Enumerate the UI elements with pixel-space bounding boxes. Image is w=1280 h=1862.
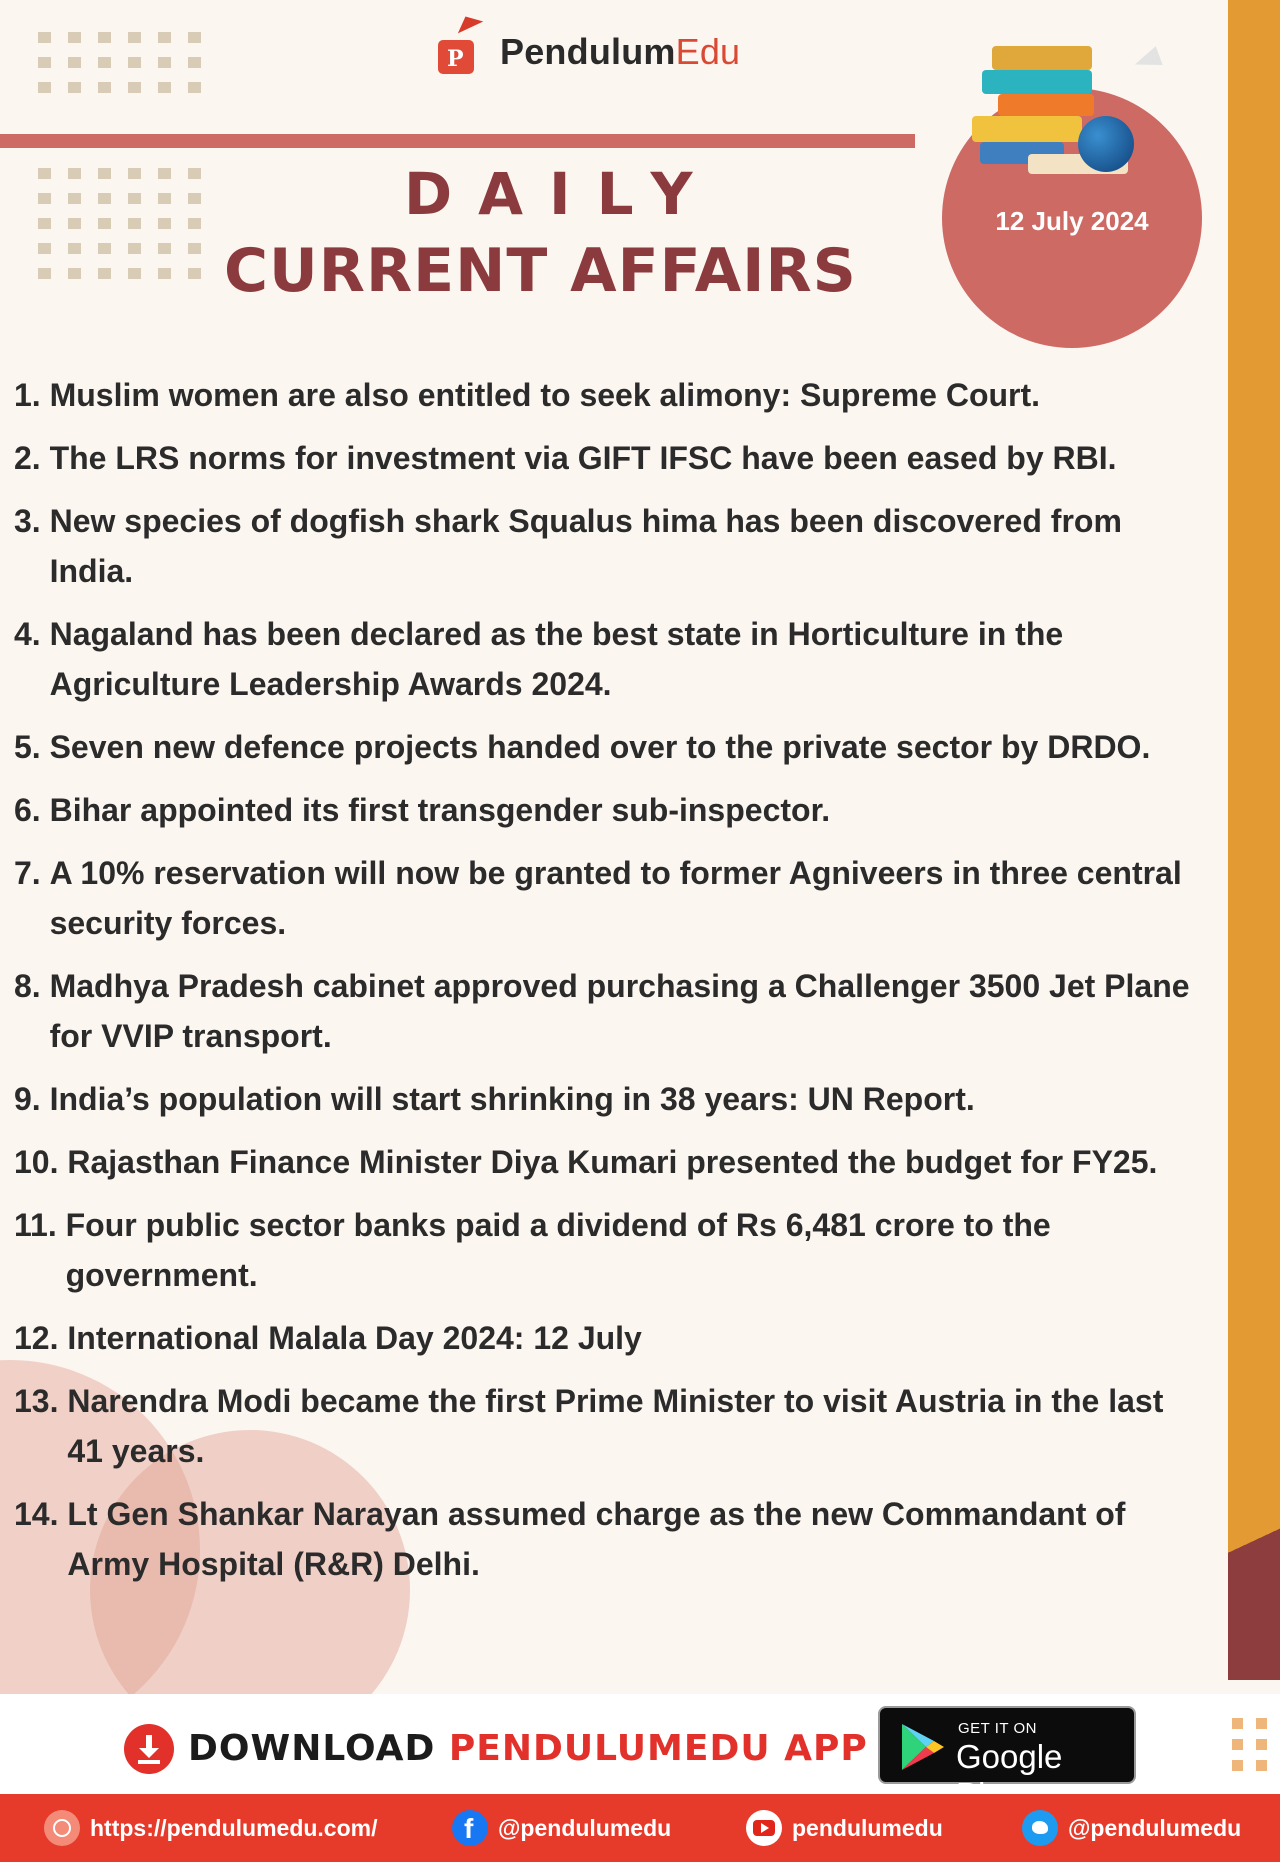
pendulum-logo-icon: P (436, 16, 494, 74)
news-item-text: Rajasthan Finance Minister Diya Kumari presented the budget for FY25. (67, 1144, 1158, 1180)
news-item-text: Seven new defence projects handed over to the private sector by DRDO. (49, 729, 1151, 765)
brand (436, 16, 740, 74)
dot-grid (38, 168, 204, 279)
news-item-number: 12. (14, 1320, 68, 1356)
facebook-label: @pendulumedu (498, 1814, 672, 1841)
title-current-affairs: CURRENT AFFAIRS (224, 236, 857, 306)
google-play-button[interactable] (878, 1706, 1136, 1784)
news-item (14, 496, 1194, 596)
news-item-number: 9. (14, 1081, 50, 1117)
brand-name-accent: Edu (675, 31, 741, 72)
news-item-number: 8. (14, 968, 50, 1004)
news-item-text: Madhya Pradesh cabinet approved purchasing a Challenger 3500 Jet Plane for VVIP transport. (49, 968, 1190, 1054)
google-play-icon (898, 1722, 946, 1772)
web-icon (44, 1810, 80, 1846)
news-item-text: The LRS norms for investment via GIFT IFSC have been eased by RBI. (49, 440, 1117, 476)
store-big-label: Google (956, 1738, 1063, 1775)
news-item-number: 13. (14, 1383, 68, 1419)
news-item-text: Bihar appointed its first transgender sub-inspector. (49, 792, 831, 828)
app-name: PENDULUMEDU APP (448, 1728, 868, 1769)
news-item-text: Four public sector banks paid a dividend of Rs 6,481 crore to the government. (65, 1207, 1051, 1293)
news-item (14, 785, 1194, 835)
news-item (14, 609, 1194, 709)
right-strip (1228, 0, 1280, 1680)
news-item-number: 1. (14, 377, 50, 413)
news-item (14, 1313, 1194, 1363)
footer-twitter-link[interactable] (1022, 1810, 1241, 1846)
news-item (14, 961, 1194, 1061)
dot-grid (1232, 1718, 1270, 1771)
news-item-text: A 10% reservation will now be granted to former Agniveers in three central security forces. (49, 855, 1182, 941)
footer-facebook-link[interactable] (452, 1810, 671, 1846)
date-label: 12 July 2024 (995, 206, 1149, 236)
news-item-number: 11. (14, 1207, 66, 1243)
news-item-number: 5. (14, 729, 50, 765)
news-item (14, 1376, 1194, 1476)
footer-youtube-link[interactable] (746, 1810, 943, 1846)
news-item (14, 1489, 1194, 1589)
news-item (14, 722, 1194, 772)
download-icon[interactable] (124, 1724, 174, 1774)
download-word: DOWNLOAD (188, 1728, 436, 1769)
twitter-icon (1022, 1810, 1058, 1846)
news-item-number: 6. (14, 792, 50, 828)
twitter-label: @pendulumedu (1068, 1814, 1242, 1841)
download-label[interactable] (188, 1728, 868, 1769)
news-item-text: India’s population will start shrinking in 38 years: UN Report. (49, 1081, 975, 1117)
news-item-number: 7. (14, 855, 50, 891)
website-label: https://pendulumedu.com/ (90, 1814, 378, 1841)
news-item-text: New species of dogfish shark Squalus hima has been discovered from India. (49, 503, 1122, 589)
news-item-text: International Malala Day 2024: 12 July (67, 1320, 642, 1356)
news-item (14, 1200, 1194, 1300)
news-list (14, 370, 1194, 1602)
news-item-number: 2. (14, 440, 50, 476)
news-item (14, 848, 1194, 948)
news-item-text: Muslim women are also entitled to seek alimony: Supreme Court. (49, 377, 1041, 413)
brand-name (500, 31, 740, 73)
title-bar (0, 134, 915, 148)
news-item (14, 370, 1194, 420)
youtube-label: pendulumedu (792, 1814, 943, 1841)
title-daily: DAILY (404, 160, 719, 228)
news-item (14, 433, 1194, 483)
news-item-number: 3. (14, 503, 50, 539)
footer-website-link[interactable] (44, 1810, 378, 1846)
news-item-text: Nagaland has been declared as the best state in Horticulture in the Agriculture Leadership Awards 2024. (49, 616, 1064, 702)
news-item-number: 4. (14, 616, 50, 652)
youtube-icon (746, 1810, 782, 1846)
facebook-icon: f (452, 1810, 488, 1846)
books-globe-icon (968, 36, 1168, 186)
news-item (14, 1074, 1194, 1124)
news-item-number: 10. (14, 1144, 68, 1180)
news-item-number: 14. (14, 1496, 68, 1532)
dot-grid (38, 32, 204, 93)
brand-name-main: Pendulum (500, 31, 676, 72)
store-small-label: GET IT ON (958, 1720, 1037, 1737)
news-item-text: Lt Gen Shankar Narayan assumed charge as the new Commandant of Army Hospital (R&R) Delhi. (67, 1496, 1126, 1582)
news-item (14, 1137, 1194, 1187)
news-item-text: Narendra Modi became the first Prime Minister to visit Austria in the last 41 years. (67, 1383, 1164, 1469)
right-corner-shape (1228, 1460, 1280, 1680)
